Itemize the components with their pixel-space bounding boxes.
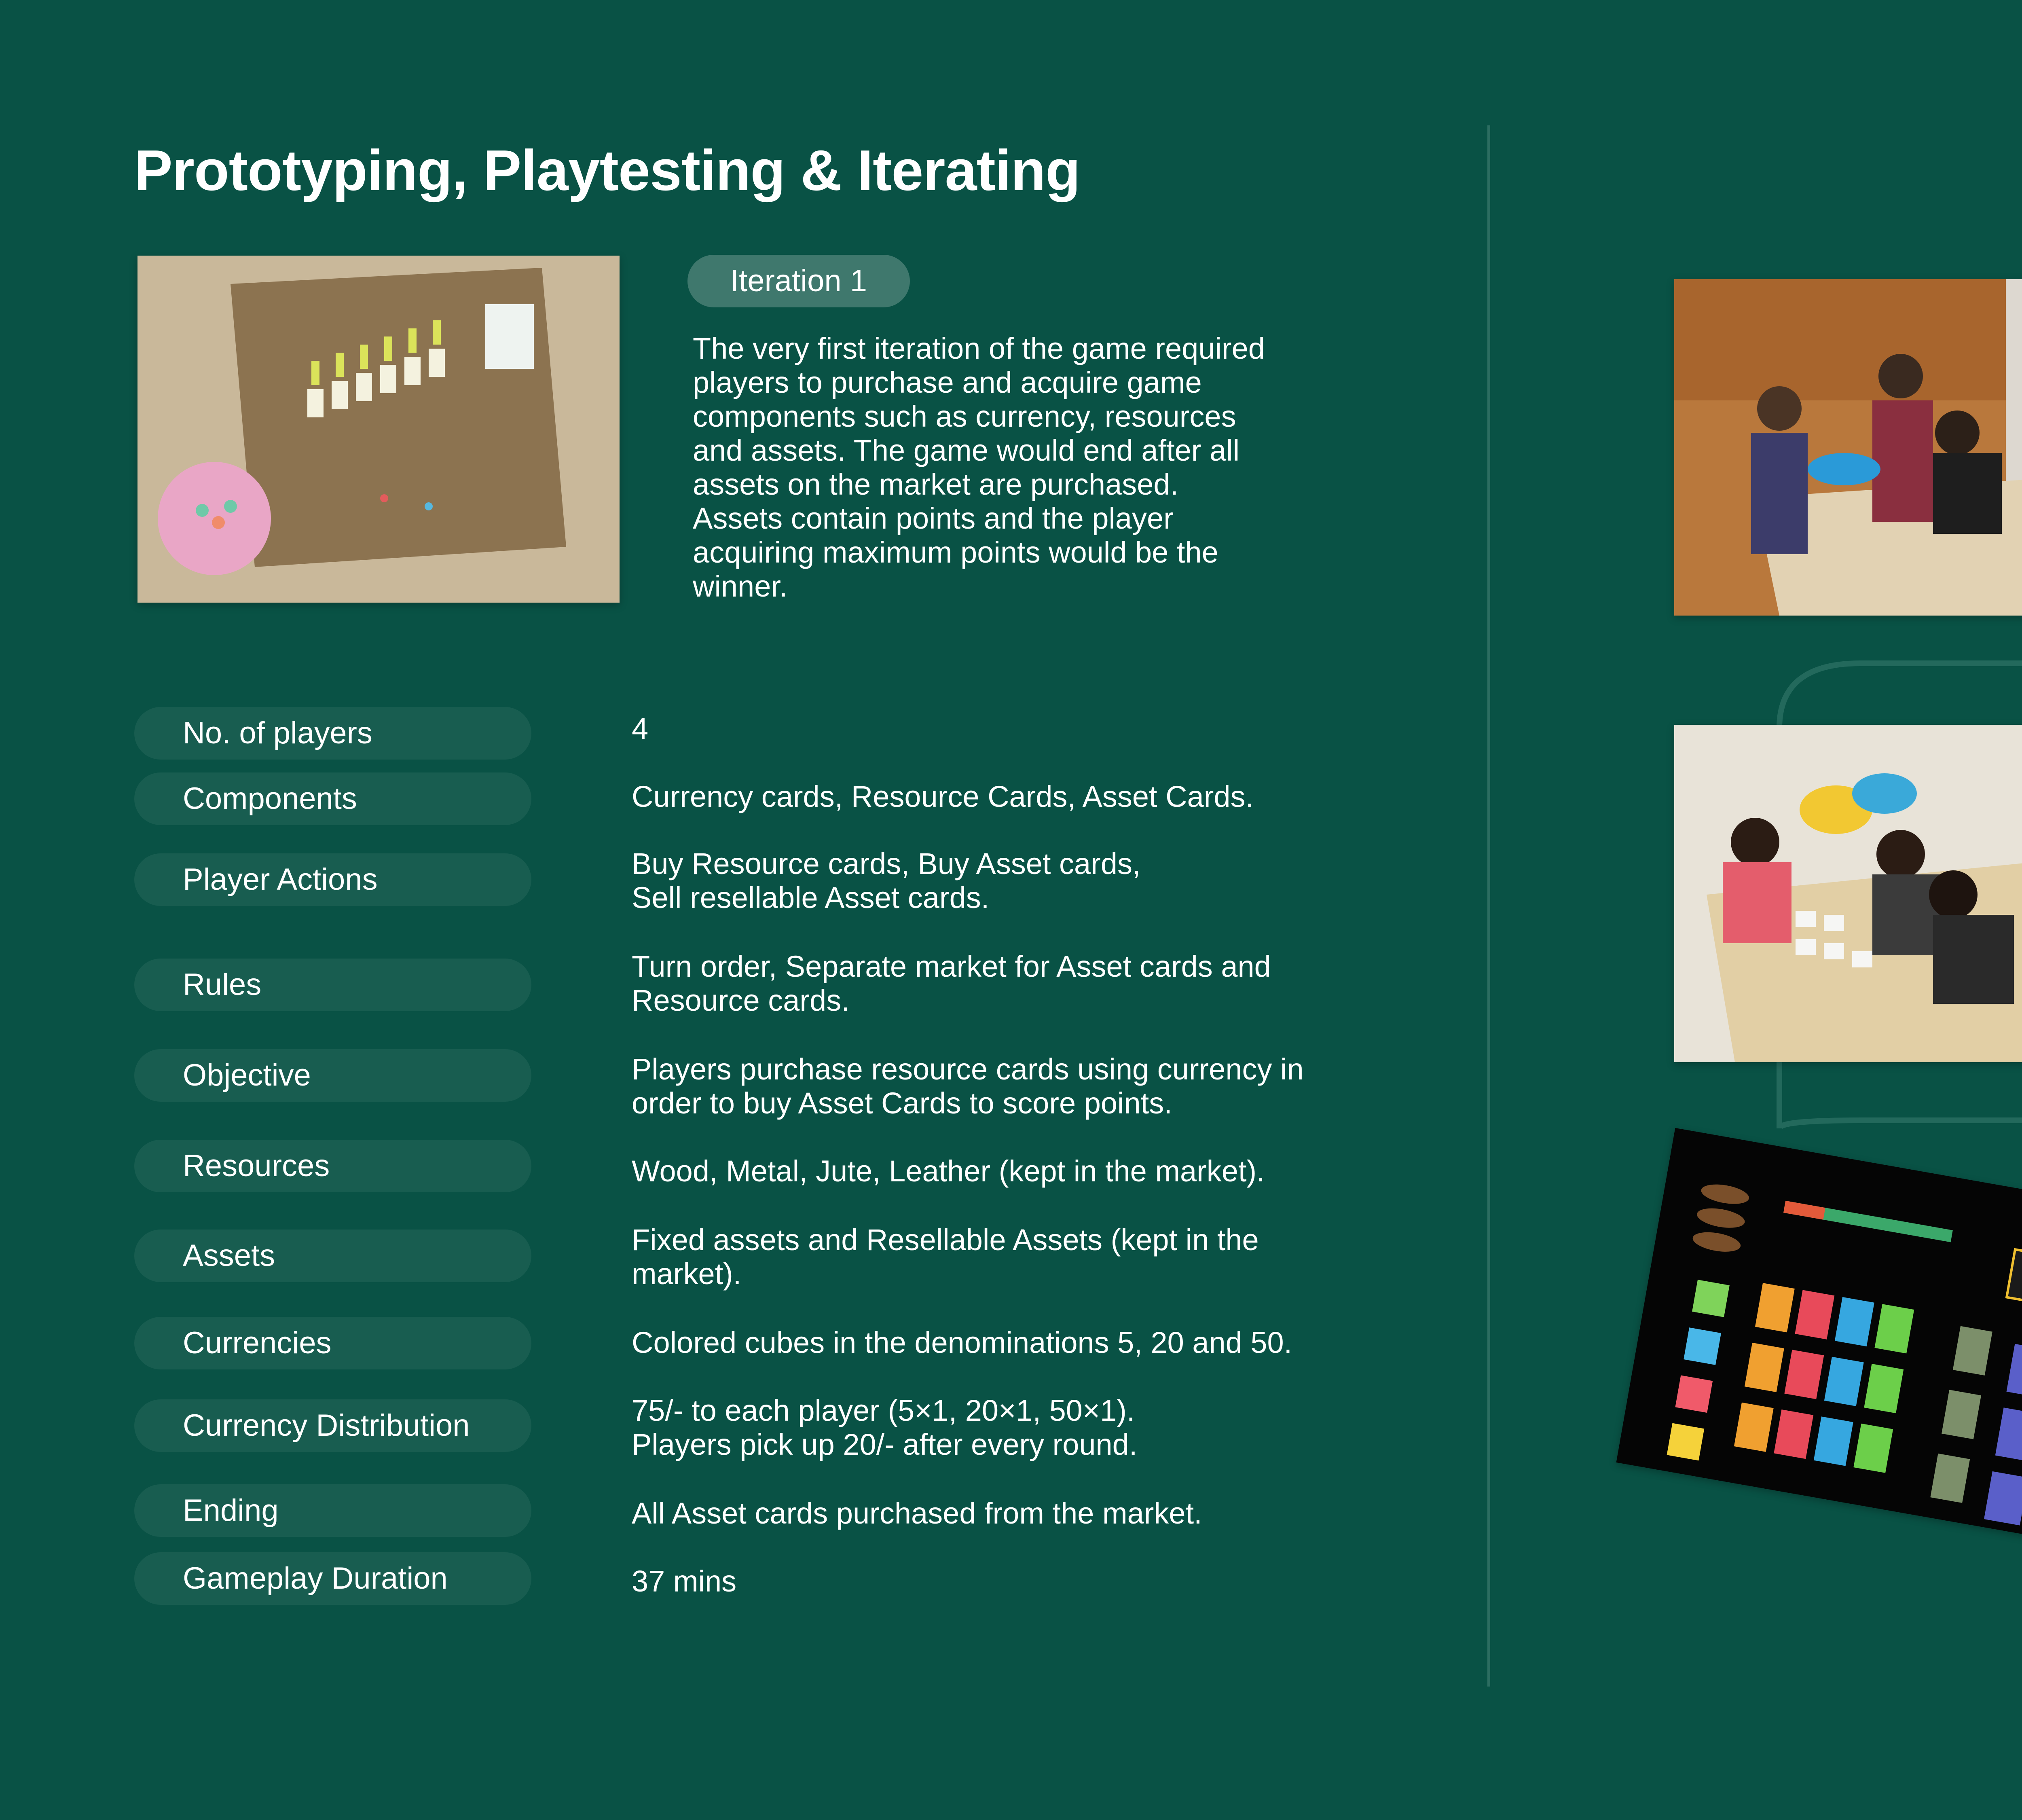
gallery-photo-1 [1674, 279, 2022, 616]
gallery-photo-4 [1674, 725, 2022, 1062]
label-components: Components [134, 772, 531, 825]
value-player-actions: Buy Resource cards, Buy Asset cards, Sell resellable Asset cards. [632, 847, 1141, 914]
label-resources: Resources [134, 1140, 531, 1192]
label-currencies: Currencies [134, 1317, 531, 1369]
label-objective: Objective [134, 1049, 531, 1102]
label-ending: Ending [134, 1484, 531, 1537]
value-gameplay-duration: 37 mins [632, 1564, 737, 1598]
value-components: Currency cards, Resource Cards, Asset Cards. [632, 780, 1254, 813]
label-currency-distribution: Currency Distribution [134, 1399, 531, 1452]
value-currency-distribution: 75/- to each player (5×1, 20×1, 50×1). Players pick up 20/- after every round. [632, 1394, 1138, 1461]
value-no-of-players: 4 [632, 712, 649, 745]
page-title: Prototyping, Playtesting & Iterating [134, 138, 1080, 203]
label-gameplay-duration: Gameplay Duration [134, 1552, 531, 1605]
label-player-actions: Player Actions [134, 853, 531, 906]
value-assets: Fixed assets and Resellable Assets (kept in the market). [632, 1223, 1259, 1291]
iteration-badge: Iteration 1 [687, 255, 910, 307]
value-ending: All Asset cards purchased from the market. [632, 1496, 1202, 1530]
label-no-of-players: No. of players [134, 707, 531, 760]
label-assets: Assets [134, 1230, 531, 1282]
iteration-description: The very first iteration of the game required players to purchase and acquire game components such as currency, resources and assets. The game would end after all assets on the market are purchased. Assets contain points and the player acquiring maximum points would be the winner. [693, 332, 1265, 603]
value-resources: Wood, Metal, Jute, Leather (kept in the market). [632, 1154, 1265, 1188]
value-currencies: Colored cubes in the denominations 5, 20 and 50. [632, 1326, 1292, 1359]
value-rules: Turn order, Separate market for Asset cards and Resource cards. [632, 950, 1271, 1017]
label-rules: Rules [134, 959, 531, 1011]
value-objective: Players purchase resource cards using currency in order to buy Asset Cards to score points. [632, 1052, 1304, 1120]
